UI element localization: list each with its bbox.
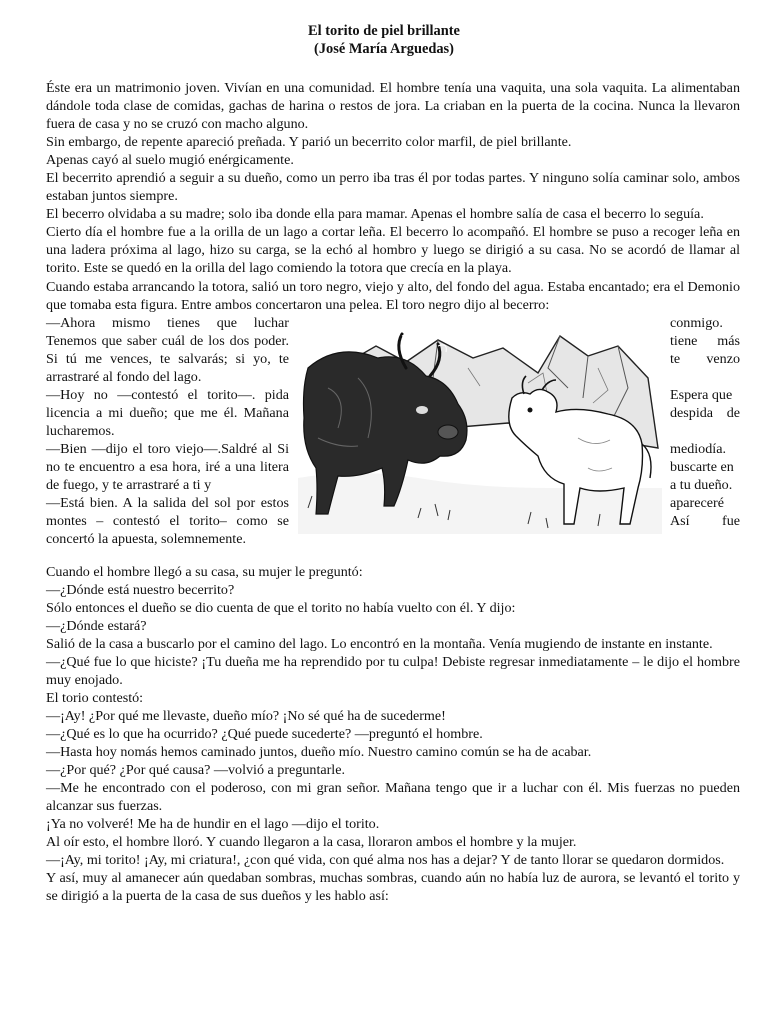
wrap-word: Así <box>670 513 690 530</box>
wrap-line <box>670 350 740 368</box>
paragraph: El becerro olvidaba a su madre; solo iba donde ella para mamar. Apenas el hombre salía de casa el becerro lo seguía. <box>46 206 704 223</box>
paragraph: Sólo entonces el dueño se dio cuenta de que el torito no había vuelto con él. Y dijo: <box>46 599 516 616</box>
wrap-line <box>670 404 740 422</box>
dialogue-line: —Está bien. A la salida del sol por estos montes – contestó el torito– como se concertó la apuesta, solemnemente. <box>46 495 289 548</box>
story-heading <box>0 22 768 58</box>
wrap-text: Espera que <box>670 386 733 403</box>
paragraph: El becerrito aprendió a seguir a su dueño, como un perro iba tras él por todas partes. Y ninguno solía caminar solo, ambos estaban juntos siempre. <box>46 170 740 205</box>
paragraph: —¿Dónde estará? <box>46 617 147 634</box>
wrap-word: te <box>670 350 681 367</box>
story-title: El torito de piel brillante <box>308 23 460 39</box>
paragraph: Al oír esto, el hombre lloró. Y cuando llegaron a la casa, lloraron ambos el hombre y la mujer. <box>46 834 577 851</box>
bulls-illustration <box>298 328 662 534</box>
story-author: (José María Arguedas) <box>314 41 454 57</box>
paragraph: —¿Qué es lo que ha ocurrido? ¿Qué puede sucederte? —preguntó el hombre. <box>46 726 483 743</box>
paragraph: Sin embargo, de repente apareció preñada. Y parió un becerrito color marfil, de piel brillante. <box>46 134 572 151</box>
paragraph: Apenas cayó al suelo mugió enérgicamente. <box>46 152 294 169</box>
wrap-text: conmigo. <box>670 314 723 331</box>
dialogue-left-column <box>46 314 289 549</box>
wrap-text: apareceré <box>670 495 724 512</box>
paragraph: El torio contestó: <box>46 689 144 706</box>
wrap-word: tiene <box>670 332 698 349</box>
dialogue-line: —Ahora mismo tienes que luchar Tenemos que saber cuál de los dos poder. Si tú me vences, te salvarás; si yo, te arrastraré al fondo del lago. <box>46 314 289 385</box>
paragraph: Cierto día el hombre fue a la orilla de un lago a cortar leña. El becerro lo acompañó. El hombre se puso a recoger leña en una ladera próxima al lago, hizo su carga, se la echó al hombro y luego se dirigió a su casa. No se acordó de llamar al torito. Este se quedó en la orilla del lago comiendo la totora que crecía en la playa. <box>46 224 740 277</box>
paragraph: Éste era un matrimonio joven. Vivían en una comunidad. El hombre tenía una vaquita, una sola vaquita. La alimentaban dándole toda clase de comidas, gachas de harina o restos de jora. La criaban en la puerta de la cocina. Nunca la llevaron fuera de casa y no se cruzó con macho alguno. <box>46 80 740 133</box>
dialogue-line: —Hoy no —contestó el torito—. pida licencia a mi dueño; que me él. Mañana lucharemos. <box>46 386 289 439</box>
dialogue-right-column <box>670 314 740 531</box>
paragraph: —¡Ay, mi torito! ¡Ay, mi criatura!, ¿con qué vida, con qué alma nos has a dejar? Y de tanto llorar se quedaron dormidos. <box>46 852 725 869</box>
paragraph: —Hasta hoy nomás hemos caminado juntos, dueño mío. Nuestro camino común se ha de acabar. <box>46 744 592 761</box>
wrap-word: despida <box>670 404 714 421</box>
dialogue-line: —Bien —dijo el toro viejo—.Saldré al Si no te encuentro a esa hora, iré a una litera de fuego, y te arrastraré a ti y <box>46 440 289 494</box>
paragraph: Cuando el hombre llegó a su casa, su mujer le preguntó: <box>46 563 363 580</box>
paragraph: —¿Dónde está nuestro becerrito? <box>46 581 235 598</box>
wrap-word: venzo <box>706 350 740 367</box>
paragraph: —Me he encontrado con el poderoso, con mi gran señor. Mañana tengo que ir a luchar con él. Mis fuerzas no pueden alcanzar sus fuerzas. <box>46 780 740 815</box>
wrap-word: de <box>726 404 740 421</box>
paragraph: Cuando estaba arrancando la totora, salió un toro negro, viejo y alto, del fondo del agua. Estaba encantado; era el Demonio que tomaba esta figura. Entre ambos concertaron una pelea. El toro negro dijo al becerro: <box>46 278 740 313</box>
paragraph: Y así, muy al amanecer aún quedaban sombras, muchas sombras, cuando aún no había luz de aurora, se levantó el torito y se dirigió a la puerta de la casa de sus dueños y les hablo así: <box>46 870 740 905</box>
wrap-word: más <box>717 332 740 349</box>
illustrated-dialogue <box>46 314 740 563</box>
wrap-text: buscarte en <box>670 458 734 475</box>
paragraph: Salió de la casa a buscarlo por el camino del lago. Lo encontró en la montaña. Venía mugiendo de instante en instante. <box>46 635 713 652</box>
paragraph: —¿Qué fue lo que hiciste? ¡Tu dueña me ha reprendido por tu culpa! Debiste regresar inmediatamente – le dijo el hombre muy enojado. <box>46 653 740 688</box>
paragraph: ¡Ya no volveré! Me ha de hundir en el lago —dijo el torito. <box>46 816 380 833</box>
wrap-text: mediodía. <box>670 440 726 457</box>
wrap-text: a tu dueño. <box>670 477 733 494</box>
wrap-line <box>670 512 740 530</box>
wrap-word: fue <box>722 513 740 530</box>
paragraph: —¡Ay! ¿Por qué me llevaste, dueño mío? ¡No sé qué ha de sucederme! <box>46 707 446 724</box>
wrap-line <box>670 332 740 350</box>
paragraph: —¿Por qué? ¿Por qué causa? —volvió a preguntarle. <box>46 762 345 779</box>
story-body <box>46 79 740 906</box>
